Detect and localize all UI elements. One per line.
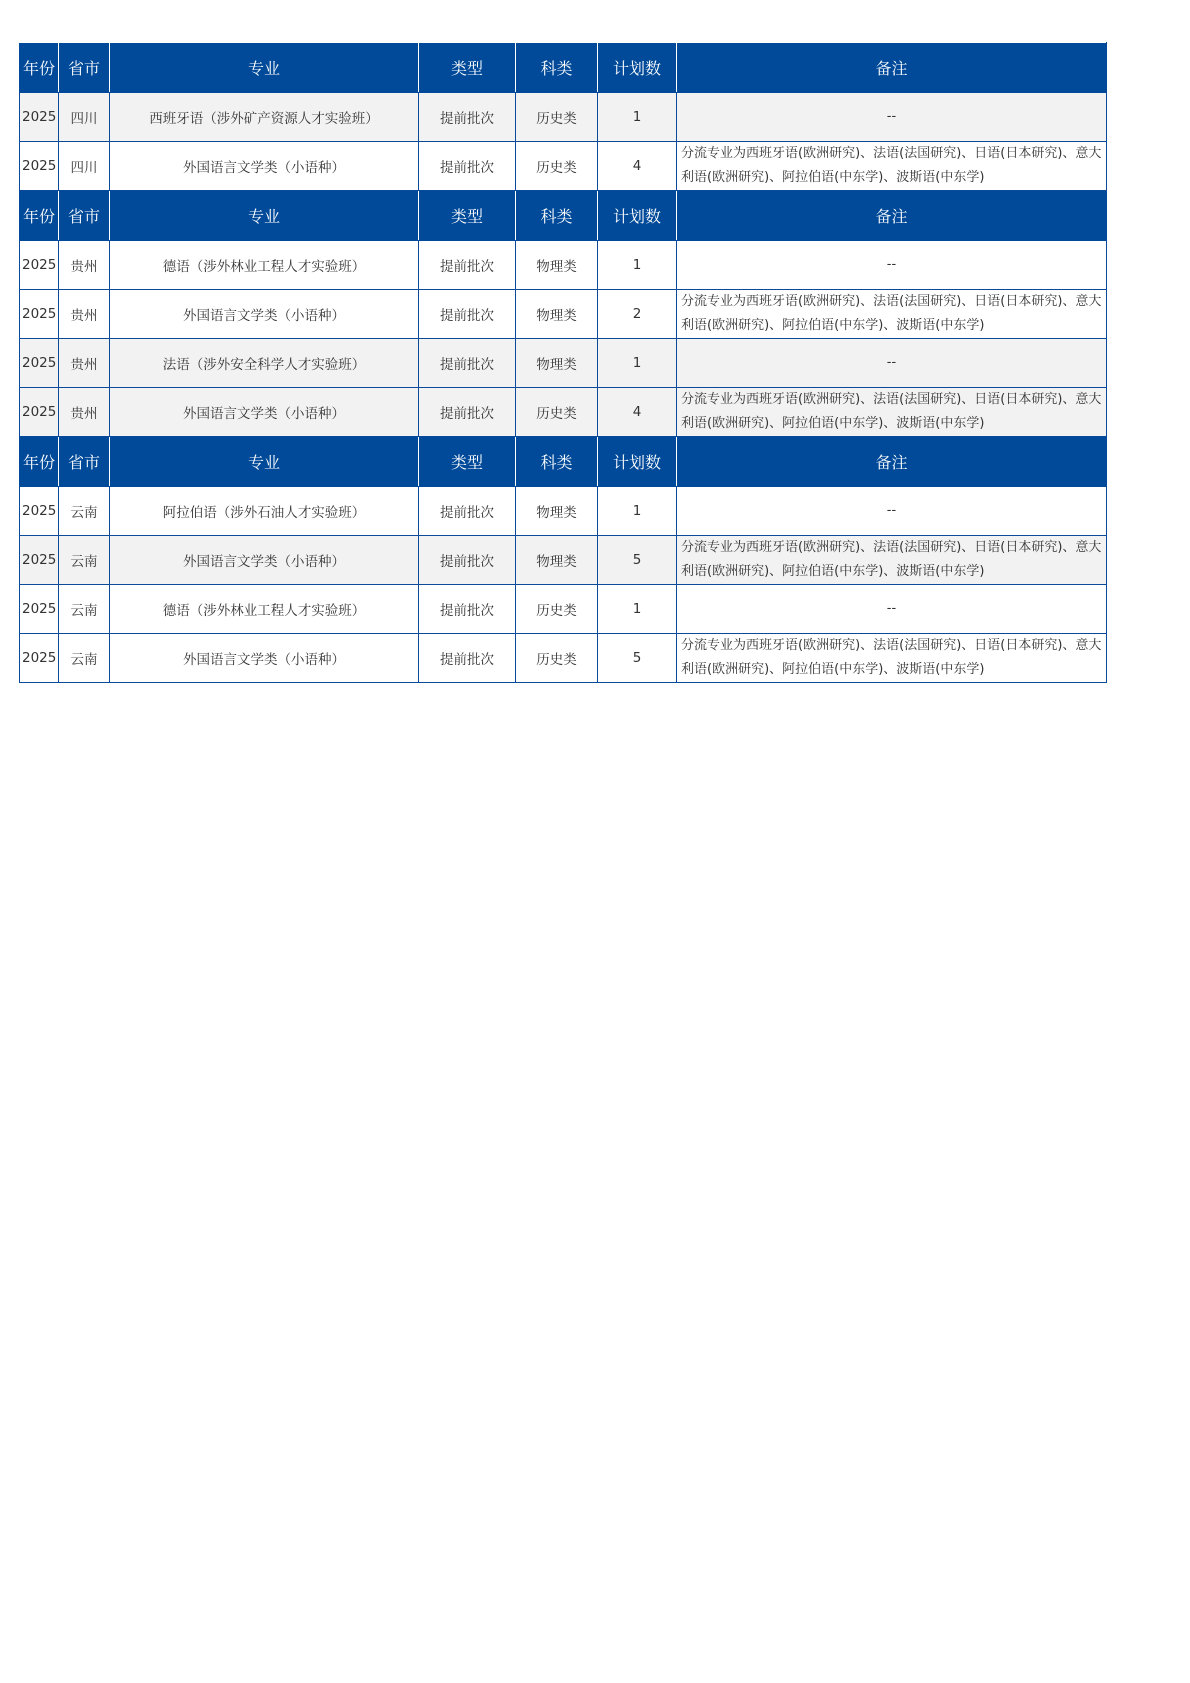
column-header: 备注 xyxy=(677,43,1107,93)
plan-count-cell: 5 xyxy=(598,634,677,683)
type-cell: 提前批次 xyxy=(419,241,516,290)
category-cell: 历史类 xyxy=(516,142,598,191)
plan-count-cell: 1 xyxy=(598,93,677,142)
plan-count-cell: 4 xyxy=(598,142,677,191)
province-cell: 四川 xyxy=(59,142,110,191)
major-cell: 西班牙语（涉外矿产资源人才实验班） xyxy=(110,93,419,142)
major-cell: 外国语言文学类（小语种） xyxy=(110,142,419,191)
column-header: 科类 xyxy=(516,43,598,93)
column-header: 省市 xyxy=(59,191,110,241)
category-cell: 物理类 xyxy=(516,241,598,290)
major-cell: 德语（涉外林业工程人才实验班） xyxy=(110,241,419,290)
major-cell: 外国语言文学类（小语种） xyxy=(110,536,419,585)
plan-count-cell: 1 xyxy=(598,585,677,634)
table-row xyxy=(20,487,1107,536)
year-cell: 2025 xyxy=(20,536,59,585)
major-cell: 外国语言文学类（小语种） xyxy=(110,290,419,339)
table-row xyxy=(20,290,1107,339)
remark-cell: -- xyxy=(677,241,1107,290)
plan-count-cell: 4 xyxy=(598,388,677,437)
category-cell: 物理类 xyxy=(516,536,598,585)
remark-cell: 分流专业为西班牙语(欧洲研究)、法语(法国研究)、日语(日本研究)、意大利语(欧洲研究)、阿拉伯语(中东学)、波斯语(中东学) xyxy=(677,634,1107,683)
type-cell: 提前批次 xyxy=(419,388,516,437)
category-cell: 物理类 xyxy=(516,339,598,388)
column-header: 年份 xyxy=(20,191,59,241)
column-header: 计划数 xyxy=(598,437,677,487)
province-cell: 贵州 xyxy=(59,241,110,290)
type-cell: 提前批次 xyxy=(419,339,516,388)
plan-count-cell: 2 xyxy=(598,290,677,339)
remark-cell: 分流专业为西班牙语(欧洲研究)、法语(法国研究)、日语(日本研究)、意大利语(欧洲研究)、阿拉伯语(中东学)、波斯语(中东学) xyxy=(677,290,1107,339)
province-cell: 四川 xyxy=(59,93,110,142)
type-cell: 提前批次 xyxy=(419,487,516,536)
column-header: 专业 xyxy=(110,43,419,93)
column-header: 年份 xyxy=(20,43,59,93)
province-cell: 贵州 xyxy=(59,388,110,437)
table-row xyxy=(20,536,1107,585)
year-cell: 2025 xyxy=(20,585,59,634)
year-cell: 2025 xyxy=(20,93,59,142)
remark-cell: 分流专业为西班牙语(欧洲研究)、法语(法国研究)、日语(日本研究)、意大利语(欧洲研究)、阿拉伯语(中东学)、波斯语(中东学) xyxy=(677,388,1107,437)
province-cell: 贵州 xyxy=(59,290,110,339)
year-cell: 2025 xyxy=(20,339,59,388)
province-cell: 贵州 xyxy=(59,339,110,388)
category-cell: 物理类 xyxy=(516,290,598,339)
column-header: 专业 xyxy=(110,191,419,241)
plan-count-cell: 1 xyxy=(598,241,677,290)
major-cell: 阿拉伯语（涉外石油人才实验班） xyxy=(110,487,419,536)
type-cell: 提前批次 xyxy=(419,142,516,191)
header-row xyxy=(20,437,1107,487)
year-cell: 2025 xyxy=(20,241,59,290)
type-cell: 提前批次 xyxy=(419,634,516,683)
major-cell: 外国语言文学类（小语种） xyxy=(110,388,419,437)
column-header: 备注 xyxy=(677,191,1107,241)
admission-plan-table xyxy=(19,42,1107,683)
column-header: 省市 xyxy=(59,437,110,487)
category-cell: 历史类 xyxy=(516,634,598,683)
remark-cell: -- xyxy=(677,339,1107,388)
year-cell: 2025 xyxy=(20,487,59,536)
category-cell: 物理类 xyxy=(516,487,598,536)
type-cell: 提前批次 xyxy=(419,585,516,634)
type-cell: 提前批次 xyxy=(419,290,516,339)
major-cell: 外国语言文学类（小语种） xyxy=(110,634,419,683)
table-row xyxy=(20,388,1107,437)
province-cell: 云南 xyxy=(59,585,110,634)
category-cell: 历史类 xyxy=(516,388,598,437)
column-header: 科类 xyxy=(516,191,598,241)
column-header: 年份 xyxy=(20,437,59,487)
category-cell: 历史类 xyxy=(516,585,598,634)
remark-cell: -- xyxy=(677,487,1107,536)
year-cell: 2025 xyxy=(20,634,59,683)
column-header: 类型 xyxy=(419,437,516,487)
remark-cell: 分流专业为西班牙语(欧洲研究)、法语(法国研究)、日语(日本研究)、意大利语(欧洲研究)、阿拉伯语(中东学)、波斯语(中东学) xyxy=(677,142,1107,191)
remark-cell: 分流专业为西班牙语(欧洲研究)、法语(法国研究)、日语(日本研究)、意大利语(欧洲研究)、阿拉伯语(中东学)、波斯语(中东学) xyxy=(677,536,1107,585)
plan-count-cell: 5 xyxy=(598,536,677,585)
column-header: 科类 xyxy=(516,437,598,487)
major-cell: 法语（涉外安全科学人才实验班） xyxy=(110,339,419,388)
column-header: 省市 xyxy=(59,43,110,93)
plan-count-cell: 1 xyxy=(598,339,677,388)
column-header: 计划数 xyxy=(598,43,677,93)
remark-cell: -- xyxy=(677,93,1107,142)
column-header: 类型 xyxy=(419,191,516,241)
table-row xyxy=(20,339,1107,388)
table-row xyxy=(20,142,1107,191)
major-cell: 德语（涉外林业工程人才实验班） xyxy=(110,585,419,634)
year-cell: 2025 xyxy=(20,290,59,339)
header-row xyxy=(20,191,1107,241)
table-row xyxy=(20,241,1107,290)
remark-cell: -- xyxy=(677,585,1107,634)
header-row xyxy=(20,43,1107,93)
column-header: 备注 xyxy=(677,437,1107,487)
year-cell: 2025 xyxy=(20,388,59,437)
province-cell: 云南 xyxy=(59,487,110,536)
column-header: 计划数 xyxy=(598,191,677,241)
column-header: 类型 xyxy=(419,43,516,93)
type-cell: 提前批次 xyxy=(419,536,516,585)
plan-count-cell: 1 xyxy=(598,487,677,536)
province-cell: 云南 xyxy=(59,536,110,585)
province-cell: 云南 xyxy=(59,634,110,683)
table-row xyxy=(20,634,1107,683)
table-row xyxy=(20,93,1107,142)
year-cell: 2025 xyxy=(20,142,59,191)
column-header: 专业 xyxy=(110,437,419,487)
type-cell: 提前批次 xyxy=(419,93,516,142)
category-cell: 历史类 xyxy=(516,93,598,142)
table-row xyxy=(20,585,1107,634)
